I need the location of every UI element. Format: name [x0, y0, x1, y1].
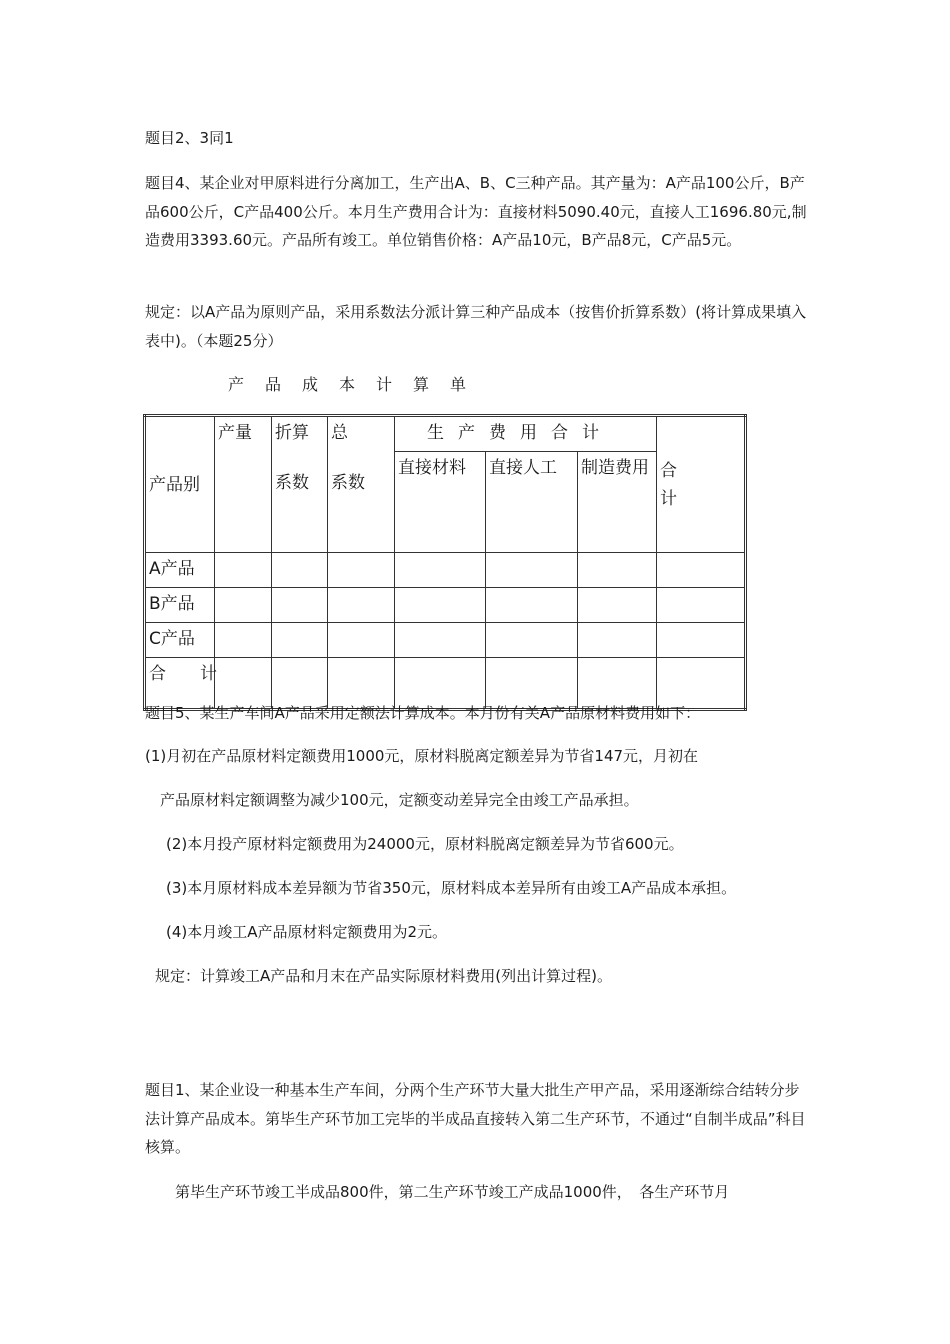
cell: [395, 658, 486, 710]
cell: [215, 623, 272, 658]
cell: [578, 588, 657, 623]
row-label: C产品: [145, 623, 215, 658]
q23-paragraph: 题目2、3同1: [145, 129, 234, 147]
cell: [215, 553, 272, 588]
cell: [657, 553, 746, 588]
row-label-total: 合 计: [145, 658, 215, 710]
cell: [328, 658, 395, 710]
q5-requirement: 规定：计算竣工A产品和月末在产品实际原材料费用(列出计算过程)。: [155, 967, 612, 985]
cell: [657, 658, 746, 710]
row-label: B产品: [145, 588, 215, 623]
header-overhead: 制造费用: [578, 452, 657, 553]
cell: [328, 623, 395, 658]
q5-intro: 题目5、某生产车间A产品采用定额法计算成本。本月份有关A产品原材料费用如下：: [145, 704, 701, 722]
table-row: [145, 623, 746, 658]
header-qty: 产量: [215, 416, 272, 553]
table-row-total: [145, 658, 746, 710]
header-conversion-line1: 折算: [275, 423, 309, 443]
header-sum-line1: 合: [660, 460, 677, 481]
cell: [486, 658, 578, 710]
cell: [328, 588, 395, 623]
q5-item3: (3)本月原材料成本差异额为节省350元，原材料成本差异所有由竣工A产品成本承担。: [166, 879, 737, 897]
cell: [578, 658, 657, 710]
cell: [395, 588, 486, 623]
table-title: 产品成本计算单: [228, 375, 488, 394]
cell: [272, 553, 328, 588]
cell: [486, 553, 578, 588]
q5-item1a: (1)月初在产品原材料定额费用1000元，原材料脱离定额差异为节省147元，月初在: [145, 747, 699, 765]
cell: [578, 553, 657, 588]
q5-item2: (2)本月投产原材料定额费用为24000元，原材料脱离定额差异为节省600元。: [166, 835, 684, 853]
header-product: 产品别: [145, 416, 215, 553]
q4-requirement: 规定：以A产品为原则产品，采用系数法分派计算三种产品成本（按售价折算系数）(将计算成果填入表中)。（本题25分）: [145, 303, 807, 350]
q1-continuation: 第毕生产环节竣工半成品800件，第二生产环节竣工产成品1000件， 各生产环节月: [145, 1183, 730, 1201]
q5-item1b: 产品原材料定额调整为减少100元，定额变动差异完全由竣工产品承担。: [160, 791, 639, 809]
cell: [272, 658, 328, 710]
header-conversion-line2: 系数: [275, 473, 309, 493]
header-total-coef-line1: 总: [331, 423, 348, 443]
table-row: [145, 588, 746, 623]
header-total-coef-line2: 系数: [331, 473, 365, 493]
header-sum-line2: 计: [660, 488, 677, 509]
header-total-coef: [328, 416, 395, 553]
header-material: 直接材料: [395, 452, 486, 553]
cell: [657, 588, 746, 623]
cell: [486, 623, 578, 658]
header-labor: 直接人工: [486, 452, 578, 553]
q5-item4: (4)本月竣工A产品原材料定额费用为2元。: [166, 923, 448, 941]
cell: [215, 588, 272, 623]
q1-paragraph: 题目1、某企业设一种基本生产车间，分两个生产环节大量大批生产甲产品，采用逐渐综合结转分步法计算产品成本。第毕生产环节加工完毕的半成品直接转入第二生产环节，不通过“自制半成品”科目核算。: [145, 1081, 806, 1156]
cell: [395, 623, 486, 658]
cell: [657, 623, 746, 658]
header-cost-group: 生产费用合计: [395, 416, 657, 452]
cell: [578, 623, 657, 658]
header-conversion: [272, 416, 328, 553]
table-row: [145, 553, 746, 588]
cell: [328, 553, 395, 588]
header-sum: [657, 416, 746, 553]
cell: [215, 658, 272, 710]
cell: [486, 588, 578, 623]
cell: [272, 588, 328, 623]
row-label: A产品: [145, 553, 215, 588]
cell: [272, 623, 328, 658]
q4-paragraph: 题目4、某企业对甲原料进行分离加工，生产出A、B、C三种产品。其产量为：A产品100公斤，B产品600公斤，C产品400公斤。本月生产费用合计为：直接材料5090.40元，直接人工1696.80元,制造费用3393.60元。产品所有竣工。单位销售价格：A产品10元，B产品8元，C产品5元。: [145, 174, 807, 249]
cell: [395, 553, 486, 588]
cost-table: [143, 414, 747, 711]
